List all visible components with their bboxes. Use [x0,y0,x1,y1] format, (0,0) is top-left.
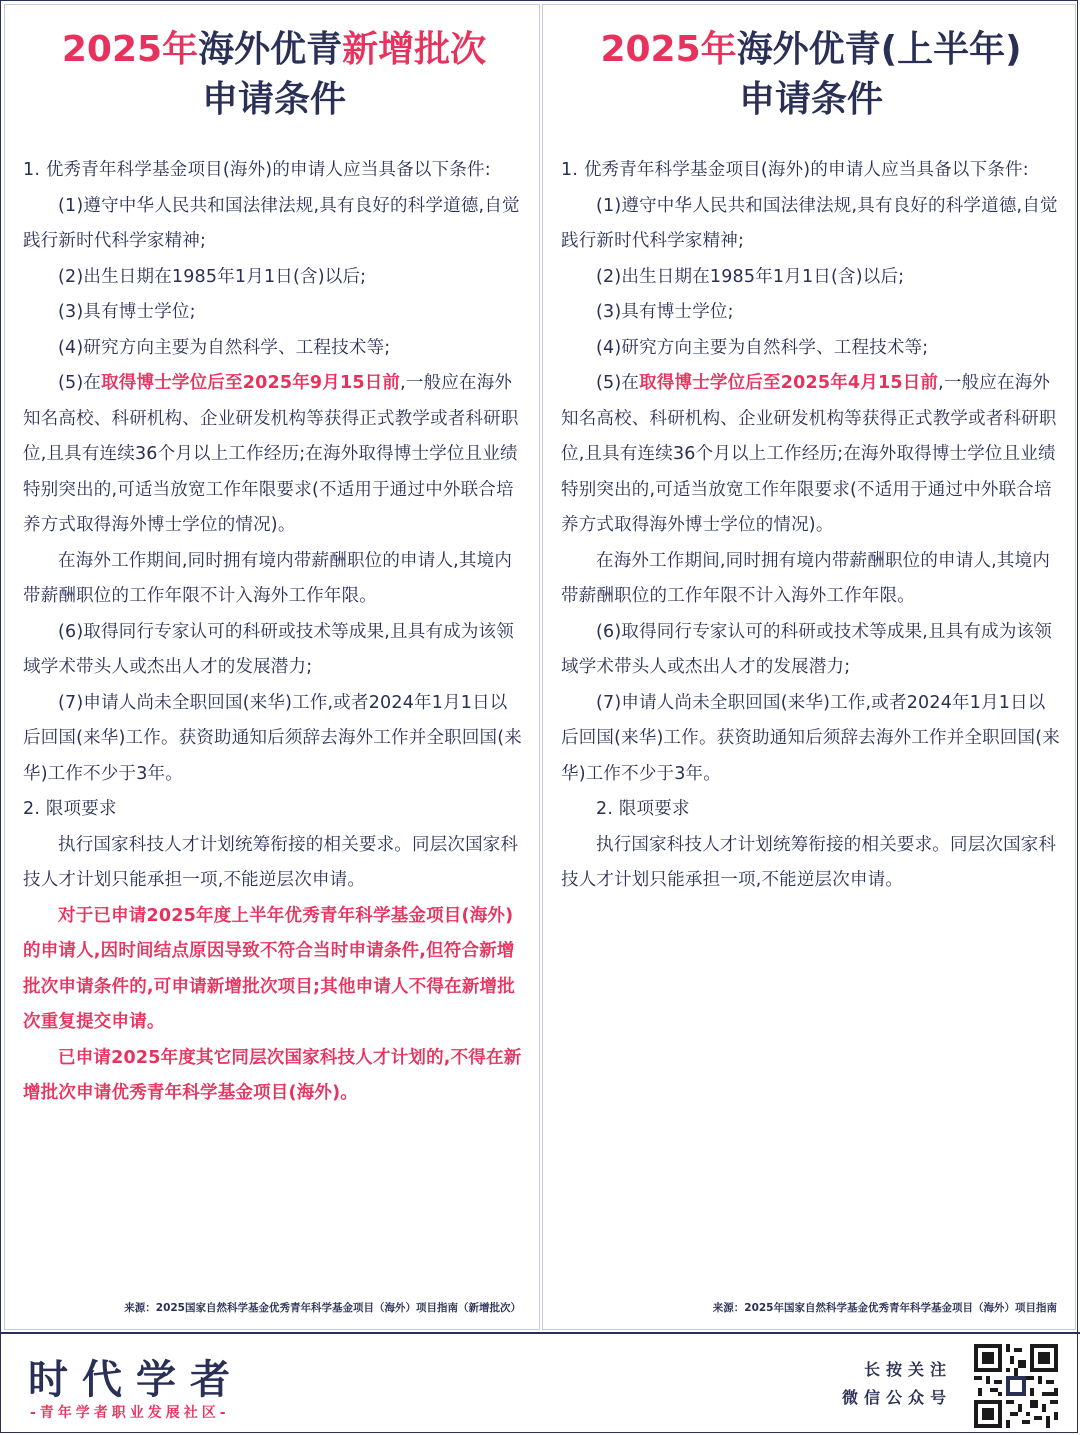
right-cond-4: (4)研究方向主要为自然科学、工程技术等; [596,337,929,358]
left-subtitle: 申请条件 [201,79,346,120]
right-section-2: 2. 限项要求 [596,799,690,819]
right-body [561,153,1061,899]
left-title [23,25,525,75]
left-cond-5-post: ,一般应在海外知名高校、科研机构、企业研发机构等获得正式教学或者科研职位,且具有连续36个月以上工作经历;在海外取得博士学位且业绩特别突出的,可适当放宽工作年限要求(不适用于通过中外联合培养方式取得海外博士学位的情况)。 [23,373,519,535]
follow-line-1: 长按关注 [863,1360,952,1379]
left-title-year: 2025年 [61,29,199,70]
right-cond-3: (3)具有博士学位; [596,302,734,322]
left-red-note-2: 已申请2025年度其它同层次国家科技人才计划的,不得在新增批次申请优秀青年科学基金项目(海外)。 [23,1047,522,1103]
left-section-1: 1. 优秀青年科学基金项目(海外)的申请人应当具备以下条件: [23,160,491,180]
left-body [23,153,525,1112]
right-limit-text: 执行国家科技人才计划统筹衔接的相关要求。同层次国家科技人才计划只能承担一项,不能逆层次申请。 [561,834,1057,890]
left-cond-7: (7)申请人尚未全职回国(来华)工作,或者2024年1月1日以后回国(来华)工作。获资助通知后须辞去海外工作并全职回国(来华)工作不少于3年。 [23,692,522,784]
right-title-mid: 海外优青(上半年) [736,29,1022,70]
right-cond-7: (7)申请人尚未全职回国(来华)工作,或者2024年1月1日以后回国(来华)工作。获资助通知后须辞去海外工作并全职回国(来华)工作不少于3年。 [561,692,1060,784]
left-limit-text: 执行国家科技人才计划统筹衔接的相关要求。同层次国家科技人才计划只能承担一项,不能逆层次申请。 [23,834,519,890]
left-cond-5 [23,366,525,544]
left-cond-5-pre: (5)在 [58,373,102,393]
left-source: 来源：2025国家自然科学基金优秀青年科学基金项目（海外）项目指南（新增批次） [124,1302,521,1314]
footer [0,1332,1080,1435]
brand-logo-text: 时代学者 [28,1357,244,1403]
left-cond-5-note: 在海外工作期间,同时拥有境内带薪酬职位的申请人,其境内带薪酬职位的工作年限不计入海外工作年限。 [23,550,513,606]
right-title [561,25,1061,75]
left-panel-new-batch [4,4,540,1330]
left-cond-2: (2)出生日期在1985年1月1日(含)以后; [58,266,367,287]
right-cond-6: (6)取得同行专家认可的科研或技术等成果,且具有成为该领域学术带头人或杰出人才的发展潜力; [561,621,1052,677]
left-title-mid: 海外优青 [198,29,343,70]
left-cond-1: (1)遵守中华人民共和国法律法规,具有良好的科学道德,自觉践行新时代科学家精神; [23,195,520,251]
qr-code-icon[interactable] [974,1344,1058,1428]
brand-slogan: -青年学者职业发展社区- [30,1405,230,1421]
left-section-2: 2. 限项要求 [23,799,117,819]
right-cond-5-post: ,一般应在海外知名高校、科研机构、企业研发机构等获得正式教学或者科研职位,且具有连续36个月以上工作经历;在海外取得博士学位且业绩特别突出的,可适当放宽工作年限要求(不适用于通过中外联合培养方式取得海外博士学位的情况)。 [561,373,1057,535]
right-cond-5 [561,366,1061,544]
right-subtitle: 申请条件 [738,79,883,120]
left-title-highlight: 新增批次 [342,29,487,70]
left-cond-4: (4)研究方向主要为自然科学、工程技术等; [58,337,391,358]
right-source: 来源：2025年国家自然科学基金优秀青年科学基金项目（海外）项目指南 [712,1302,1057,1314]
follow-prompt [842,1356,952,1412]
left-red-note-1: 对于已申请2025年度上半年优秀青年科学基金项目(海外)的申请人,因时间结点原因导致不符合当时申请条件,但符合新增批次申请条件的,可申请新增批次项目;其他申请人不得在新增批次重复提交申请。 [23,905,515,1032]
left-cond-3: (3)具有博士学位; [58,302,196,322]
right-title-year: 2025年 [600,29,737,70]
right-cond-5-pre: (5)在 [596,373,640,393]
right-panel-first-half [542,4,1076,1330]
right-cond-5-deadline: 取得博士学位后至2025年4月15日前 [639,373,939,393]
right-cond-2: (2)出生日期在1985年1月1日(含)以后; [596,266,905,287]
right-cond-5-note: 在海外工作期间,同时拥有境内带薪酬职位的申请人,其境内带薪酬职位的工作年限不计入海外工作年限。 [561,550,1051,606]
left-cond-5-deadline: 取得博士学位后至2025年9月15日前 [101,373,401,393]
follow-line-2: 微信公众号 [841,1388,952,1407]
right-section-1: 1. 优秀青年科学基金项目(海外)的申请人应当具备以下条件: [561,160,1029,180]
left-cond-6: (6)取得同行专家认可的科研或技术等成果,且具有成为该领域学术带头人或杰出人才的发展潜力; [23,621,514,677]
right-cond-1: (1)遵守中华人民共和国法律法规,具有良好的科学道德,自觉践行新时代科学家精神; [561,195,1058,251]
